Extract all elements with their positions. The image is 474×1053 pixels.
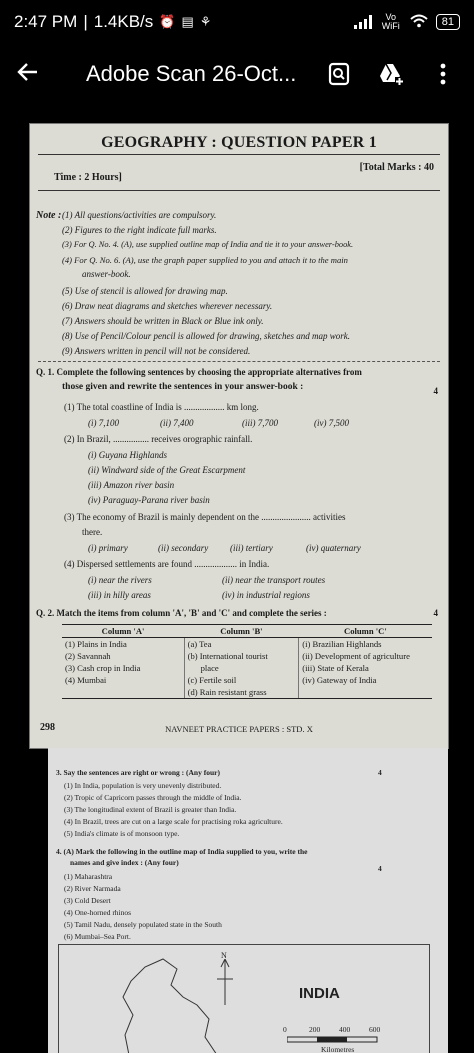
column-header: Column 'C' [299,625,432,638]
option: (ii) 7,400 [160,418,194,428]
status-time: 2:47 PM [14,12,78,31]
table-cell: (i) Brazilian Highlands [299,638,432,651]
scale-tick: 200 [309,1025,321,1034]
table-cell: (1) Plains in India [65,639,127,649]
q4-heading-cont: names and give index : (Any four) [70,858,179,867]
app-notification-icon: ⚘ [199,14,212,29]
scan-document-icon[interactable] [326,61,352,87]
option: (iii) Amazon river basin [88,480,175,490]
app-bar [0,44,474,104]
q3-item: (1) In India, population is very unevenly distributed. [64,781,222,790]
network-speed: 1.4KB/s [93,12,154,31]
table-cell [62,686,184,699]
note-item: (5) Use of stencil is allowed for drawing map. [62,286,228,296]
table-cell: (3) Cash crop in India [65,663,141,673]
option: (iii) in hilly areas [88,590,151,600]
q1-sentence-4: (4) Dispersed settlements are found ................... in India. [64,559,270,569]
table-cell: (d) Rain resistant grass [184,686,299,699]
scale-tick: 600 [369,1025,381,1034]
table-cell: (iv) Gateway of India [299,674,432,686]
total-marks: [Total Marks : 40 [359,162,434,173]
note-item: (4) For Q. No. 6. (A), use the graph paper supplied to you and attach it to the main [62,255,348,265]
note-item: (3) For Q. No. 4. (A), use supplied outline map of India and tie it to your answer-book. [62,240,354,249]
table-cell: (iii) State of Kerala [299,662,432,674]
scale-tick: 0 [283,1025,287,1034]
q3-marks: 4 [378,768,382,777]
q4-item: (4) One-horned rhinos [64,908,132,917]
alarm-icon: ⏰ [159,14,176,29]
document-title: Adobe Scan 26-Oct... [86,61,297,86]
header-rule [38,190,440,191]
note-item: (9) Answers written in pencil will not be considered. [62,346,251,356]
status-left: 2:47 PM | 1.4KB/s ⏰ ▤ ⚘ [14,12,212,31]
column-header: Column 'B' [184,625,299,638]
table-cell: (4) Mumbai [65,675,107,685]
north-arrow-icon [215,959,235,1005]
app-bar-actions [326,61,474,87]
option: (ii) Windward side of the Great Escarpment [88,465,246,475]
column-header: Column 'A' [62,625,184,638]
note-label: Note : [36,210,62,221]
paper-title: GEOGRAPHY : QUESTION PAPER 1 [101,134,377,151]
q4-marks: 4 [378,864,382,873]
scale-tick: 400 [339,1025,351,1034]
match-table [62,624,432,699]
option: (iii) 7,700 [242,418,278,428]
notification-icon: ▤ [181,14,194,29]
scale-unit: Kilometres [321,1045,355,1053]
q1-marks: 4 [433,386,438,396]
q4-item: (2) River Narmada [64,884,121,893]
q2-marks: 4 [433,608,438,618]
table-cell: (a) Tea [184,638,299,651]
table-cell: (2) Savannah [65,651,111,661]
table-row [62,662,432,674]
status-right [354,13,460,31]
q3-item: (4) In Brazil, trees are cut on a large scale for practising roka agriculture. [64,817,283,826]
signal-icon [354,15,372,29]
q3-item: (5) India's climate is of monsoon type. [64,829,180,838]
option: (ii) secondary [158,543,209,553]
option: (iv) in industrial regions [222,590,310,600]
q4-item: (3) Cold Desert [64,896,111,905]
q3-item: (3) The longitudinal extent of Brazil is greater than India. [64,805,237,814]
option: (i) near the rivers [88,575,152,585]
table-cell: (c) Fertile soil [184,674,299,686]
q2-heading: Q. 2. Match the items from column 'A', 'B' and 'C' and complete the series : [36,608,327,618]
status-bar [0,0,474,44]
table-row [62,674,432,686]
wifi-icon [410,14,428,31]
option: (i) Guyana Highlands [88,450,167,460]
q3-heading: 3. Say the sentences are right or wrong : (Any four) [56,768,220,777]
scanned-page-2 [48,748,448,1053]
note-item: (2) Figures to the right indicate full marks. [62,225,217,235]
note-item: (7) Answers should be written in Black or Blue ink only. [62,316,264,326]
time-allowed: Time : 2 Hours] [54,172,122,183]
table-header-row [62,625,432,638]
option: (iv) quaternary [306,543,361,553]
table-row [62,638,432,651]
q4-item: (1) Maharashtra [64,872,113,881]
option: (iv) Paraguay-Parana river basin [88,495,210,505]
table-row [62,650,432,662]
q4-heading: 4. (A) Mark the following in the outline map of India supplied to you, write the [56,847,308,856]
q1-sentence-2: (2) In Brazil, ................ receives orographic rainfall. [64,434,253,444]
battery-icon: 81 [436,14,460,30]
note-item: (1) All questions/activities are compulsory. [62,210,217,220]
vowifi-label: Vo WiFi [381,12,400,31]
option: (iv) 7,500 [314,418,349,428]
q4-item: (6) Mumbai–Sea Port. [64,932,131,941]
divider [38,361,440,362]
scanned-page-1 [30,124,448,748]
table-cell: place [184,662,299,674]
q4-item: (5) Tamil Nadu, densely populated state in the South [64,920,222,929]
q1-heading-cont: those given and rewrite the sentences in your answer-book : [62,382,304,392]
note-item: answer-book. [82,269,131,279]
option: (i) 7,100 [88,418,119,428]
add-to-drive-icon[interactable] [378,61,404,87]
title-rule [38,154,440,155]
north-label: N [221,951,227,960]
q1-sentence-3-cont: there. [82,527,103,537]
q1-heading: Q. 1. Complete the following sentences by choosing the appropriate alternatives from [36,367,362,377]
table-cell: (ii) Development of agriculture [299,650,432,662]
note-item: (8) Use of Pencil/Colour pencil is allowed for drawing, sketches and map work. [62,331,350,341]
option: (i) primary [88,543,128,553]
note-item: (6) Draw neat diagrams and sketches wherever necessary. [62,301,273,311]
page-footer: NAVNEET PRACTICE PAPERS : STD. X [165,724,313,734]
scale-bar [287,1035,387,1045]
india-outline-map [58,944,430,1053]
map-title: INDIA [299,985,340,1002]
q1-sentence-1: (1) The total coastline of India is .................. km long. [64,402,259,412]
q1-sentence-3: (3) The economy of Brazil is mainly dependent on the ...................... activities [64,512,346,522]
more-vert-icon[interactable] [430,61,456,87]
table-cell: (b) International tourist [184,650,299,662]
back-arrow-icon[interactable] [0,59,56,90]
option: (ii) near the transport routes [222,575,326,585]
table-row [62,686,432,699]
option: (iii) tertiary [230,543,273,553]
page-number: 298 [40,722,55,733]
table-cell [299,686,432,699]
q3-item: (2) Tropic of Capricorn passes through the middle of India. [64,793,242,802]
